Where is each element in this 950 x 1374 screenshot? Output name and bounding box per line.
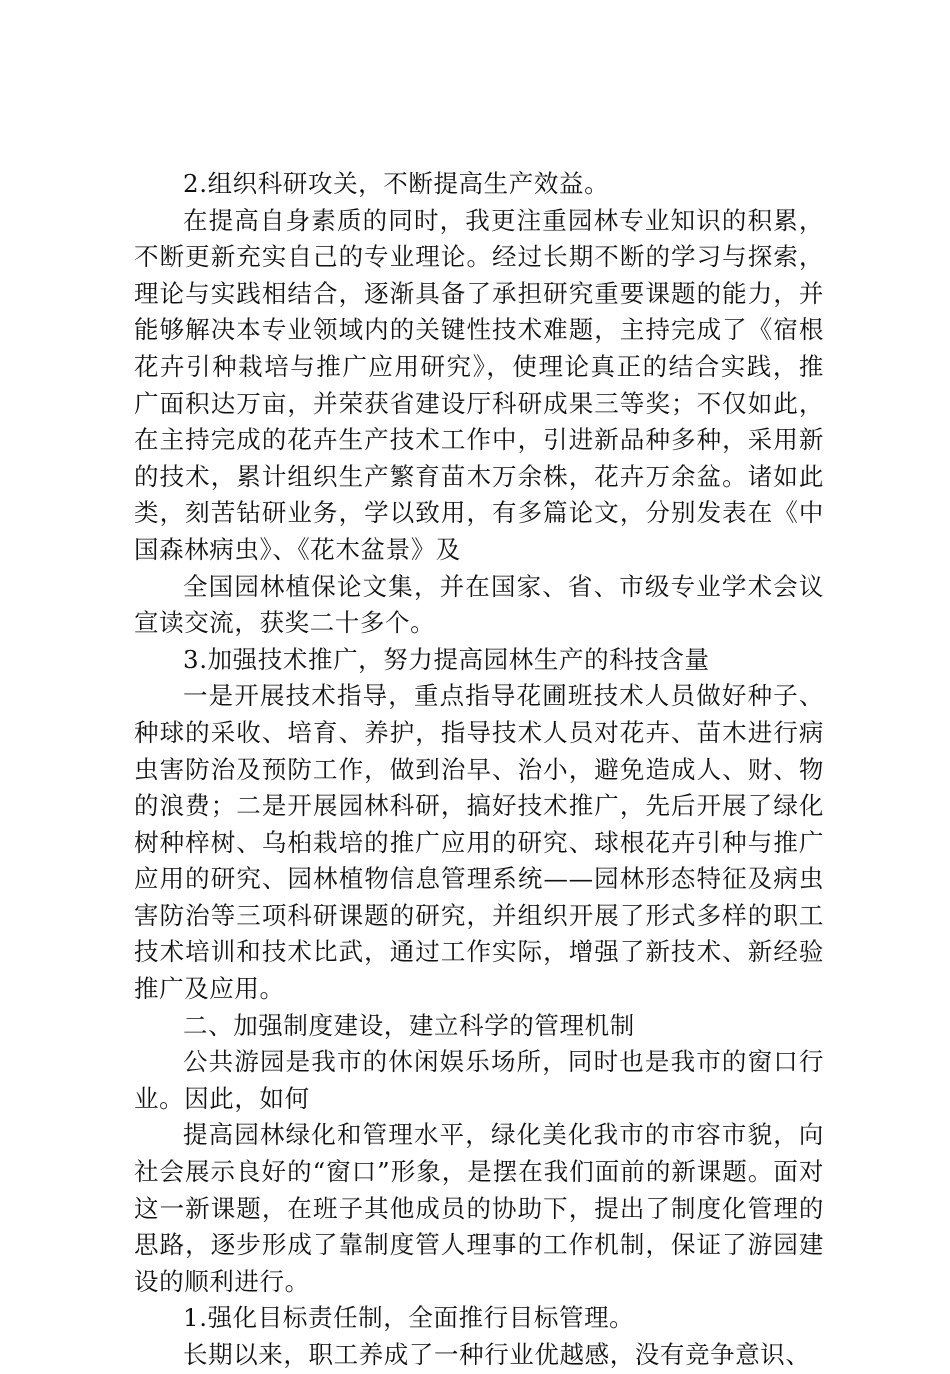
paragraph-management-level: 提高园林绿化和管理水平，绿化美化我市的市容市貌，向社会展示良好的“窗口”形象，是摆在我们面前的新课题。面对这一新课题，在班子其他成员的协助下，提出了制度化管理的思路，逐步形成了靠制度管人理事的工作机制，保证了游园建设的顺利进行。 — [134, 1120, 824, 1296]
paragraph-long-term: 长期以来，职工养成了一种行业优越感，没有竞争意识、 — [183, 1340, 811, 1369]
section-heading-target-responsibility: 1.强化目标责任制，全面推行目标管理。 — [183, 1303, 635, 1333]
paragraph-papers-awards: 全国园林植保论文集，并在国家、省、市级专业学术会议宣读交流，获奖二十多个。 — [134, 571, 824, 638]
section-heading-research: 2.组织科研攻关，不断提高生产效益。 — [183, 169, 610, 198]
paragraph-public-park: 公共游园是我市的休闲娱乐场所，同时也是我市的窗口行业。因此，如何 — [134, 1047, 824, 1113]
section-heading-system-building: 二、加强制度建设，建立科学的管理机制 — [183, 1010, 635, 1040]
body-text — [134, 166, 824, 1374]
paragraph-tech-guidance: 一是开展技术指导，重点指导花圃班技术人员做好种子、种球的采收、培育、养护，指导技术人员对花卉、苗木进行病虫害防治及预防工作，做到治早、治小，避免造成人、财、物的浪费；二是开展园林科研，搞好技术推广，先后开展了绿化树种梓树、乌桕栽培的推广应用的研究、球根花卉引种与推广应用的研究、园林植物信息管理系统——园林形态特征及病虫害防治等三项科研课题的研究，并组织开展了形式多样的职工技术培训和技术比武，通过工作实际，增强了新技术、新经验推广及应用。 — [134, 681, 824, 1004]
paragraph-research-achievements: 在提高自身素质的同时，我更注重园林专业知识的积累，不断更新充实自己的专业理论。经过长期不断的学习与探索，理论与实践相结合，逐渐具备了承担研究重要课题的能力，并能够解决本专业领域内的关键性技术难题，主持完成了《宿根花卉引种栽培与推广应用研究》，使理论真正的结合实践，推广面积达万亩，并荣获省建设厅科研成果三等奖；不仅如此，在主持完成的花卉生产技术工作中，引进新品种多种，采用新的技术，累计组织生产繁育苗木万余株，花卉万余盆。诸如此类，刻苦钻研业务，学以致用，有多篇论文，分别发表在《中国森林病虫》、《花木盆景》及 — [134, 205, 824, 564]
section-heading-tech-promotion: 3.加强技术推广，努力提高园林生产的科技含量 — [183, 644, 710, 674]
